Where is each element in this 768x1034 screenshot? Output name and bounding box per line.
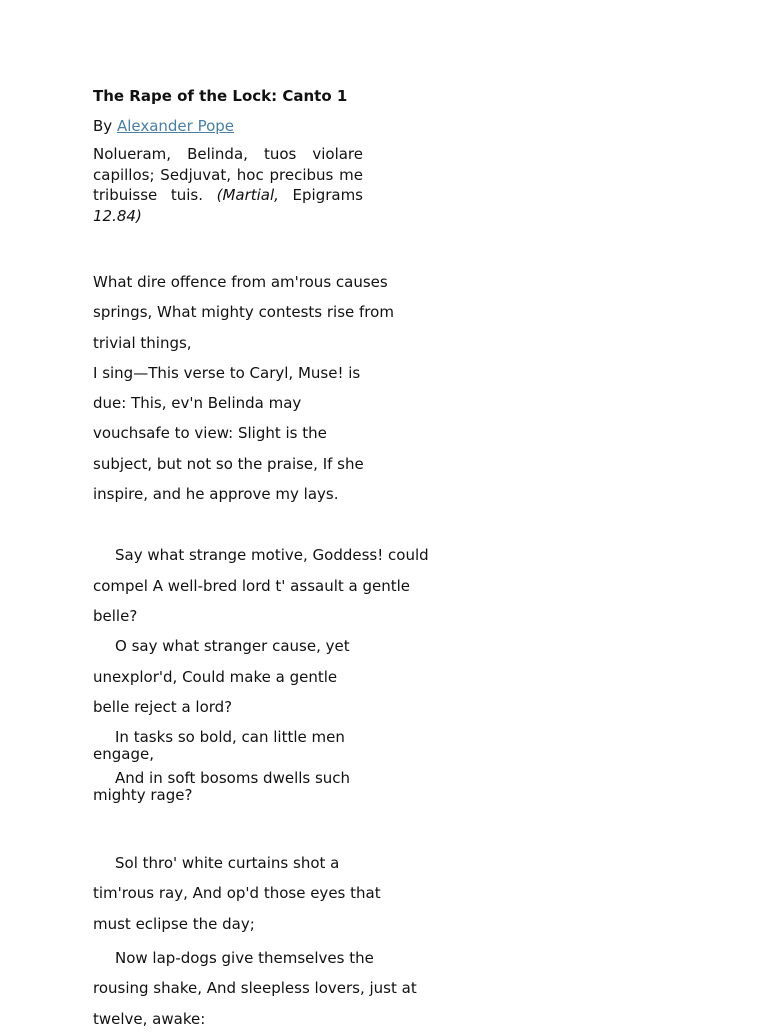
epigraph-text: Nolueram, Belinda, tuos violare capillos; Sedjuvat, hoc precibus me tribuisse tuis.	[93, 145, 363, 204]
poem-line: Now lap-dogs give themselves the	[115, 949, 374, 968]
poem-line: unexplor'd, Could make a gentle	[93, 667, 338, 686]
poem-line: And in soft bosoms dwells such mighty rage?	[93, 769, 351, 805]
poem-line: In tasks so bold, can little men engage,	[93, 728, 345, 764]
stanza-1	[93, 267, 438, 509]
epigraph-cite-open: (Martial,	[216, 186, 279, 204]
stanza-3	[93, 848, 438, 1034]
byline-prefix: By	[93, 117, 117, 135]
poem-line: springs, What mighty contests rise from	[93, 303, 394, 322]
poem-line: O say what stranger cause, yet	[115, 637, 350, 656]
byline	[93, 116, 438, 136]
poem-line: must eclipse the day;	[93, 914, 255, 933]
poem-line: subject, but not so the praise, If she	[93, 454, 364, 473]
poem-line: due: This, ev'n Belinda may	[93, 394, 302, 413]
poem-line: What dire offence from am'rous causes	[93, 273, 388, 291]
poem-line: Sol thro' white curtains shot a	[115, 854, 340, 873]
epigraph	[93, 144, 363, 226]
author-link[interactable]: Alexander Pope	[116, 117, 235, 135]
stanza-spacer	[93, 509, 438, 540]
poem-line: belle?	[93, 606, 138, 625]
poem-line: belle reject a lord?	[93, 697, 233, 716]
poem-line: trivial things,	[93, 333, 192, 352]
poem-line: tim'rous ray, And op'd those eyes that	[93, 884, 381, 903]
epigraph-cite-close: 12.84)	[93, 206, 142, 225]
poem-line: rousing shake, And sleepless lovers, just at	[93, 979, 417, 998]
epigraph-cite-work: Epigrams	[278, 186, 363, 204]
poem-line: I sing—This verse to Caryl, Muse! is	[93, 363, 361, 382]
poem-line: compel A well-bred lord t' assault a gentle	[93, 576, 411, 595]
stanza-spacer	[93, 810, 438, 848]
document-body	[93, 86, 438, 1034]
poem-line: vouchsafe to view: Slight is the	[93, 424, 327, 443]
poem-line: Say what strange motive, Goddess! could	[115, 546, 429, 565]
poem-line: twelve, awake:	[93, 1009, 206, 1028]
stanza-2	[93, 540, 438, 804]
page-title: The Rape of the Lock: Canto 1	[93, 87, 348, 105]
poem-line: inspire, and he approve my lays.	[93, 485, 339, 504]
